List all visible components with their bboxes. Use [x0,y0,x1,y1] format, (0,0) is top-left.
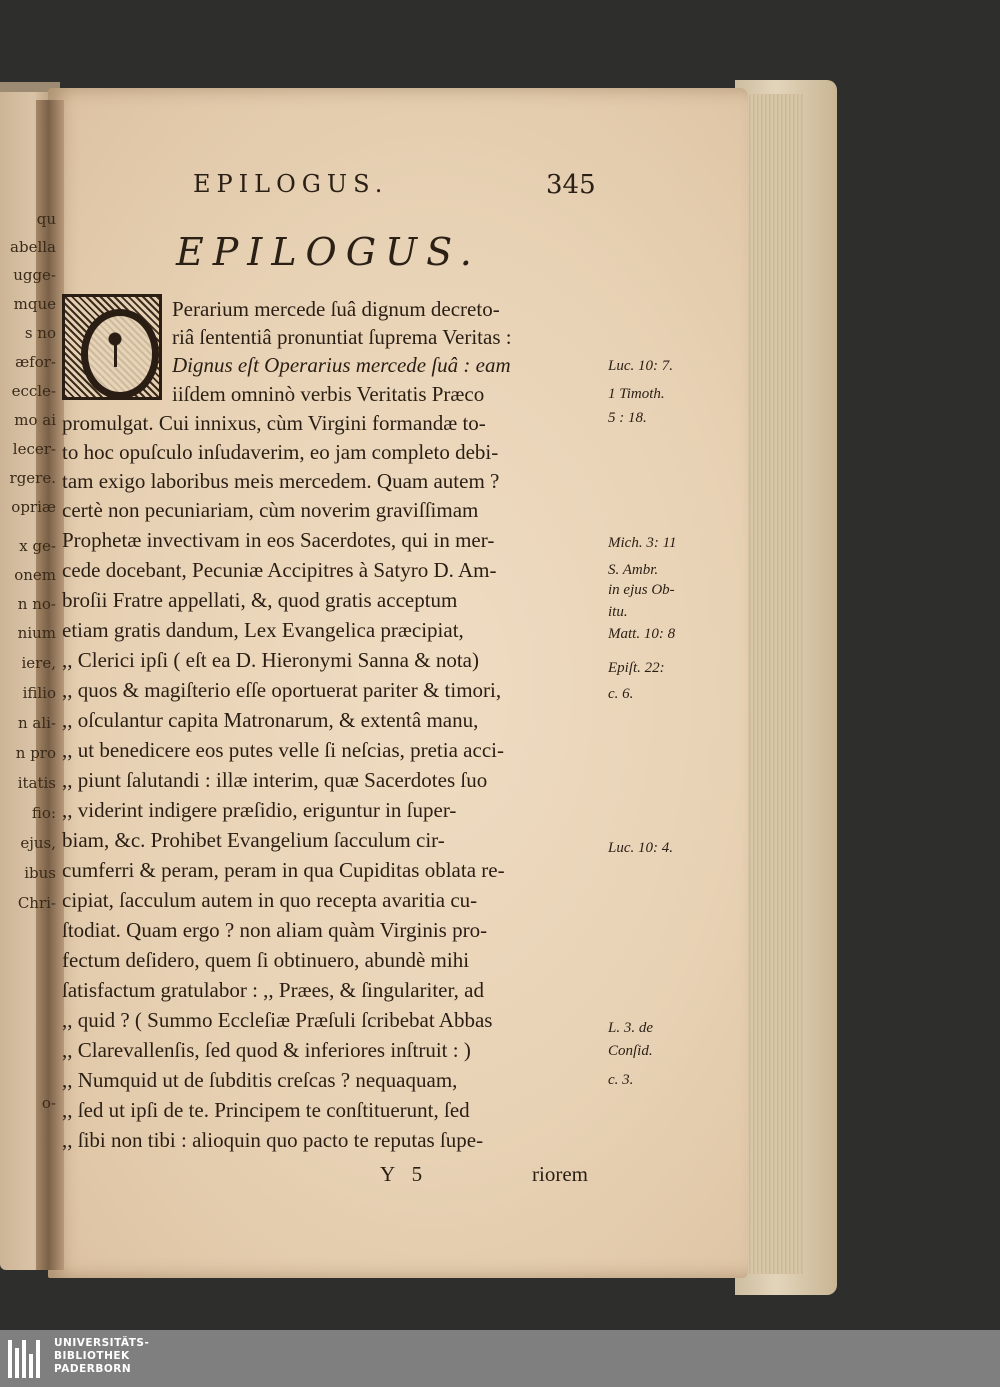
left-fragment: ejus, [20,834,56,852]
text-line: ,, ſed ut ipſi de te. Principem te conſtituerunt, ſed [62,1098,470,1122]
text-line: iiſdem omninò verbis Veritatis Præco [172,382,485,406]
left-fragment: x ge- [19,537,56,555]
left-fragment: eccle- [11,382,56,400]
left-fragment: opriæ [11,498,56,516]
text-line: ,, Clarevallenſis, ſed quod & inferiores inſtruit : ) [62,1038,471,1062]
text-line: ſtodiat. Quam ergo ? non aliam quàm Virginis pro- [62,918,488,942]
text-line: biam, &c. Prohibet Evangelium ſacculum cir- [62,828,445,852]
library-logo-icon [8,1340,44,1378]
left-fragment: iere, [21,654,56,672]
text-line: ſatisfactum gratulabor : ,, Præes, & ſingulariter, ad [62,978,484,1002]
text-line: ,, quid ? ( Summo Eccleſiæ Præſuli ſcribebat Abbas [62,1008,493,1032]
text-line: Prophetæ invectivam in eos Sacerdotes, qui in mer- [62,528,495,552]
text-line: promulgat. Cui innixus, cùm Virgini formandæ to- [62,411,486,435]
signature-mark: Y 5 [380,1162,429,1186]
text-line: ,, ſibi non tibi : alioquin quo pacto te reputas ſupe- [62,1128,484,1152]
running-head: EPILOGUS. [193,170,389,198]
text-line: riâ ſententiâ pronuntiat ſuprema Veritas : [172,325,512,349]
left-fragment: fio: [31,804,56,822]
text-line: Perarium mercede ſuâ dignum decreto- [172,297,500,321]
left-fragment: mo ai [14,411,56,429]
left-fragment: n ali- [17,714,56,732]
left-fragment: qu [36,210,56,228]
text-line: etiam gratis dandum, Lex Evangelica præcipiat, [62,618,464,642]
text-line: fectum deſidero, quem ſi obtinuero, abundè mihi [62,948,470,972]
decorated-initial-o [62,294,162,400]
left-fragment: onem [14,566,56,584]
text-line: cumferri & peram, peram in qua Cupiditas oblata re- [62,858,505,882]
library-footer-bar [0,1330,1000,1387]
left-fragment: s no [24,324,56,342]
marginal-note: 1 Timoth. [608,386,665,402]
text-line: ,, ut benedicere eos putes velle ſi neſcias, pretia acci- [62,738,504,762]
left-fragment: lecer- [12,440,56,458]
left-fragment: mque [13,295,56,313]
marginal-note: Epiſt. 22: [608,660,665,676]
marginal-note: Luc. 10: 4. [608,840,673,856]
marginal-note: L. 3. de [608,1020,653,1036]
text-line: ,, Numquid ut de ſubditis creſcas ? nequaquam, [62,1068,458,1092]
marginal-note: itu. [608,604,628,620]
page-number: 345 [546,170,596,200]
left-fragment: abella [10,238,56,256]
library-logo-text [54,1337,149,1376]
logo-line: BIBLIOTHEK [54,1350,130,1362]
text-line: ,, quos & magiſterio eſſe oportuerat pariter & timori, [62,678,502,702]
left-fragment: ugge- [13,266,56,284]
text-line: Dignus eſt Operarius mercede ſuâ : eam [172,353,511,377]
chapter-title: EPILOGUS. [176,230,481,274]
left-fragment: itatis [17,774,56,792]
marginal-note: c. 6. [608,686,634,702]
left-fragment: ibus [24,864,56,882]
left-fragment: nium [17,624,56,642]
text-line: to hoc opuſculo inſudaverim, eo jam completo debi- [62,440,499,464]
text-line: certè non pecuniariam, cùm noverim graviſſimam [62,498,479,522]
left-fragment: n no- [17,595,56,613]
text-line: ,, oſculantur capita Matronarum, & extentâ manu, [62,708,479,732]
left-fragment: ifilio [22,684,56,702]
left-fragment: æfor- [15,353,56,371]
catchword: riorem [532,1162,588,1186]
text-line: ,, viderint indigere præſidio, eriguntur in ſuper- [62,798,457,822]
left-fragment: n pro [15,744,56,762]
text-line: cede docebant, Pecuniæ Accipitres à Satyro D. Am- [62,558,497,582]
left-fragment: rgere. [9,469,56,487]
marginal-note: Mich. 3: 11 [608,535,677,551]
initial-flower-ornament [107,327,123,367]
text-line: ,, piunt ſalutandi : illæ interim, quæ Sacerdotes ſuo [62,768,488,792]
text-line: ,, Clerici ipſi ( eſt ea D. Hieronymi Sanna & nota) [62,648,479,672]
marginal-note: Luc. 10: 7. [608,358,673,374]
marginal-note: Conſid. [608,1043,653,1059]
marginal-note: c. 3. [608,1072,634,1088]
left-fragment: Chri- [17,894,56,912]
text-line: tam exigo laboribus meis mercedem. Quam autem ? [62,469,500,493]
logo-line: PADERBORN [54,1363,132,1375]
left-fragment: o- [41,1094,56,1112]
marginal-note: Matt. 10: 8 [608,626,676,642]
marginal-note: in ejus Ob- [608,582,675,598]
text-line: cipiat, ſacculum autem in quo recepta avaritia cu- [62,888,478,912]
marginal-note: 5 : 18. [608,410,647,426]
logo-line: UNIVERSITÄTS- [54,1337,150,1349]
text-line: broſii Fratre appellati, &, quod gratis acceptum [62,588,458,612]
marginal-note: S. Ambr. [608,562,659,578]
